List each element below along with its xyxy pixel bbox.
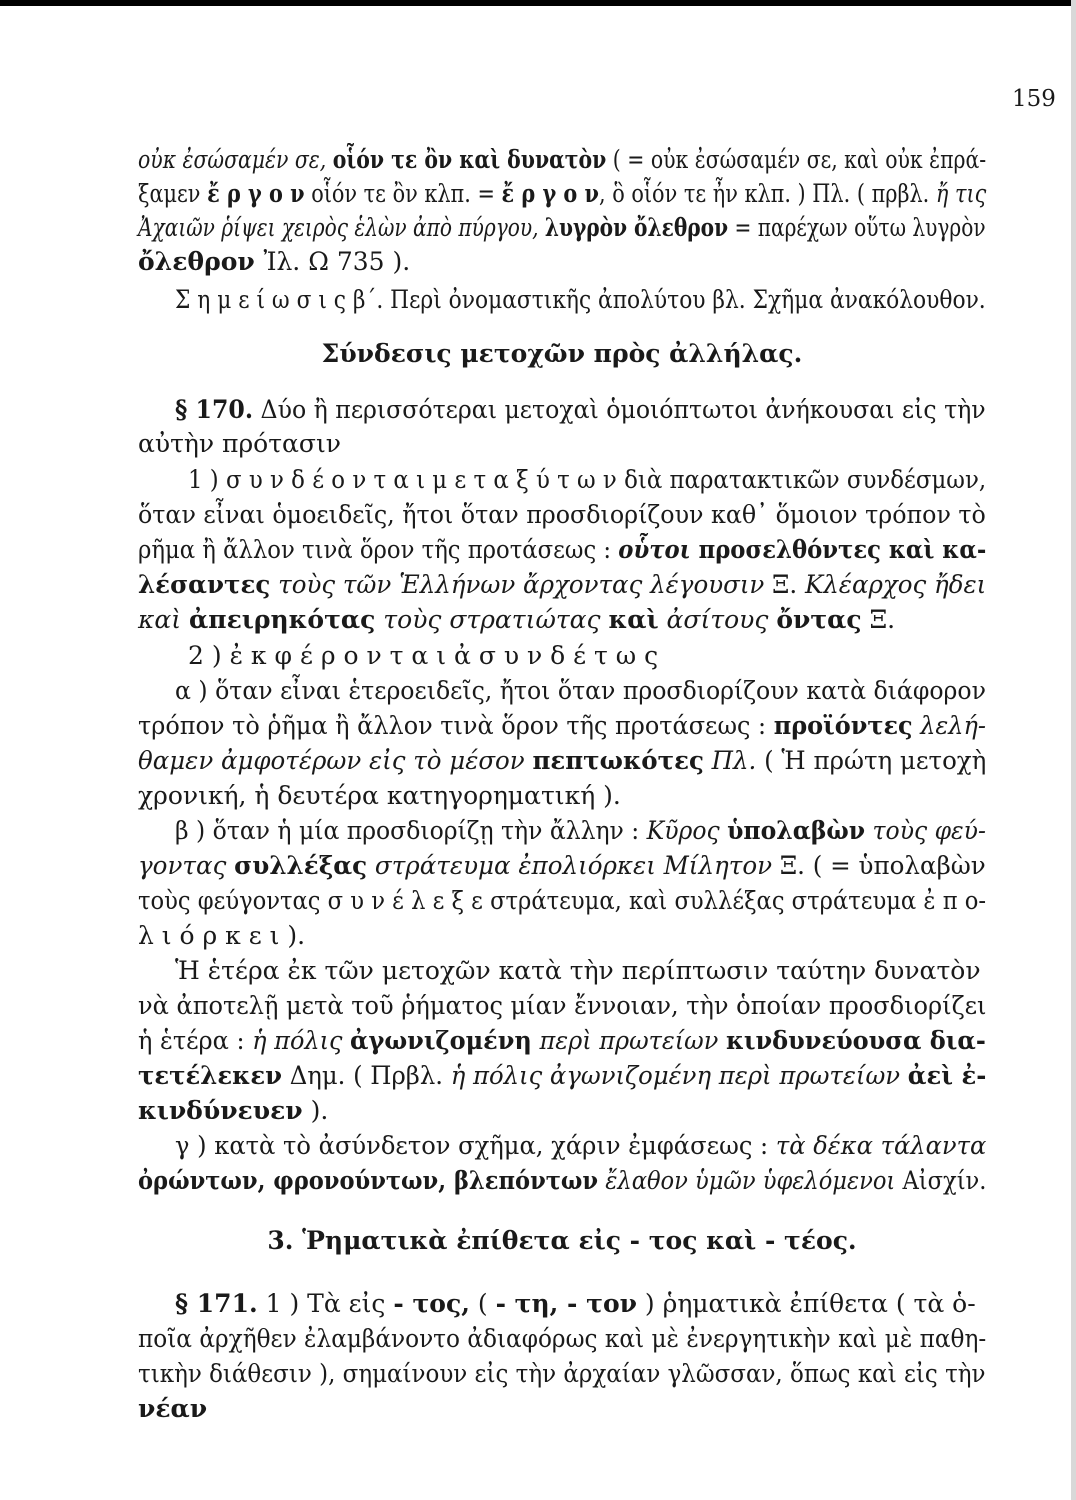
scan-top-border xyxy=(0,0,1076,6)
text-line: ποῖα ἀρχῆθεν ἐλαμβάνοντο ἀδιαφόρως καὶ μὲ ἐνεργητικὴν καὶ μὲ παθη- xyxy=(138,1324,987,1353)
text-line: Ἀχαιῶν ῥίψει χειρὸς ἑλὼν ἀπὸ πύργου, λυγρὸν ὄλεθρον = παρέχων οὕτω λυγρὸν xyxy=(138,213,986,242)
text-line: Ἡ ἑτέρα ἐκ τῶν μετοχῶν κατὰ τὴν περίπτωσιν ταύτην δυνατὸν xyxy=(175,956,981,985)
text-line: χρονική, ἡ δευτέρα κατηγορηματική ). xyxy=(138,781,621,810)
text-line: θαμεν ἀμφοτέρων εἰς τὸ μέσον πεπτωκότες Πλ. ( Ἡ πρώτη μετοχὴ xyxy=(138,746,987,775)
text-line: ρῆμα ἢ ἄλλον τινὰ ὅρον τῆς προτάσεως : οὗτοι προσελθόντες καὶ κα- xyxy=(138,535,987,564)
text-line: ὄλεθρον Ἰλ. Ω 735 ). xyxy=(138,247,411,276)
text-line: νὰ ἀποτελῇ μετὰ τοῦ ῥήματος μίαν ἔννοιαν, τὴν ὁποίαν προσδιορίζει xyxy=(138,991,987,1020)
text-line: β ) ὅταν ἡ μία προσδιορίζῃ τὴν ἄλλην : Κῦρος ὑπολαβὼν τοὺς φεύ- xyxy=(175,816,986,845)
text-line: γοντας συλλέξας στράτευμα ἐπολιόρκει Μίλητον Ξ. ( = ὑπολαβὼν xyxy=(138,851,986,880)
text-line: τικὴν διάθεσιν ), σημαίνουν εἰς τὴν ἀρχαίαν γλῶσσαν, ὅπως καὶ εἰς τὴν xyxy=(138,1359,986,1388)
text-line: ὀρώντων, φρονούντων, βλεπόντων ἔλαθον ὑμῶν ὑφελόμενοι Αἰσχίν. xyxy=(138,1166,987,1195)
text-line: νέαν xyxy=(138,1394,208,1423)
text-line: οὐκ ἐσώσαμέν σε, οἷόν τε ὂν καὶ δυνατὸν ( = οὐκ ἐσώσαμέν σε, καὶ οὐκ ἐπρά- xyxy=(138,145,987,174)
section-heading: Σύνδεσις μετοχῶν πρὸς ἀλλήλας. xyxy=(321,339,803,368)
section-heading: 3. Ῥηματικὰ ἐπίθετα εἰς - τος καὶ - τέος. xyxy=(267,1226,857,1255)
text-line: α ) ὅταν εἶναι ἑτεροειδεῖς, ἤτοι ὅταν προσδιορίζουν κατὰ διάφορον xyxy=(175,676,986,705)
text-line: τοὺς φεύγοντας σ υ ν έ λ ε ξ ε στράτευμα, καὶ συλλέξας στράτευμα ἐ π ο- xyxy=(138,886,987,915)
text-line: ἡ ἑτέρα : ἡ πόλις ἀγωνιζομένη περὶ πρωτείων κινδυνεύουσα δια- xyxy=(138,1026,986,1055)
page-number: 159 xyxy=(1012,86,1056,112)
text-line: τετέλεκεν Δημ. ( Πρβλ. ἡ πόλις ἀγωνιζομένη περὶ πρωτείων ἀεὶ ἐ- xyxy=(138,1061,987,1090)
text-line: λέσαντες τοὺς τῶν Ἑλλήνων ἄρχοντας λέγουσιν Ξ. Κλέαρχος ἤδει xyxy=(138,570,987,599)
text-line: 1 ) σ υ ν δ έ ο ν τ α ι μ ε τ α ξ ύ τ ω ν διὰ παρατακτικῶν συνδέσμων, xyxy=(188,465,987,494)
text-line: ξαμεν ἔ ρ γ ο ν οἷόν τε ὂν κλπ. = ἔ ρ γ ο ν, ὃ οἷόν τε ἦν κλπ. ) Πλ. ( πρβλ. ἤ τις xyxy=(138,179,987,208)
scan-right-edge xyxy=(1071,0,1076,1500)
text-line: τρόπον τὸ ῥῆμα ἢ ἄλλον τινὰ ὅρον τῆς προτάσεως : προϊόντες λελή- xyxy=(138,711,986,740)
text-line: καὶ ἀπειρηκότας τοὺς στρατιώτας καὶ ἀσίτους ὄντας Ξ. xyxy=(138,605,896,634)
text-line: ὅταν εἶναι ὁμοειδεῖς, ἤτοι ὅταν προσδιορίζουν καθ᾽ ὅμοιον τρόπον τὸ xyxy=(138,500,986,529)
text-line: κινδύνευεν ). xyxy=(138,1096,329,1125)
paragraph-171-start: § 171. 1 ) Τὰ εἰς - τος, ( - τη, - τον ) ῥηματικὰ ἐπίθετα ( τὰ ὁ- xyxy=(175,1289,976,1318)
text-line: αὐτὴν πρότασιν xyxy=(138,429,341,458)
paragraph-170-start: § 170. Δύο ἢ περισσότεραι μετοχαὶ ὁμοιόπτωτοι ἀνήκουσαι εἰς τὴν xyxy=(175,395,986,424)
text-line: Σ η μ ε ί ω σ ι ς β΄. Περὶ ὀνομαστικῆς ἀπολύτου βλ. Σχῆμα ἀνακόλουθον. xyxy=(175,285,986,314)
text-line: γ ) κατὰ τὸ ἀσύνδετον σχῆμα, χάριν ἐμφάσεως : τὰ δέκα τάλαντα xyxy=(175,1131,987,1160)
text-line: λ ι ό ρ κ ε ι ). xyxy=(138,921,306,950)
text-line: 2 ) ἐ κ φ έ ρ ο ν τ α ι ἀ σ υ ν δ έ τ ω ς xyxy=(188,641,659,670)
